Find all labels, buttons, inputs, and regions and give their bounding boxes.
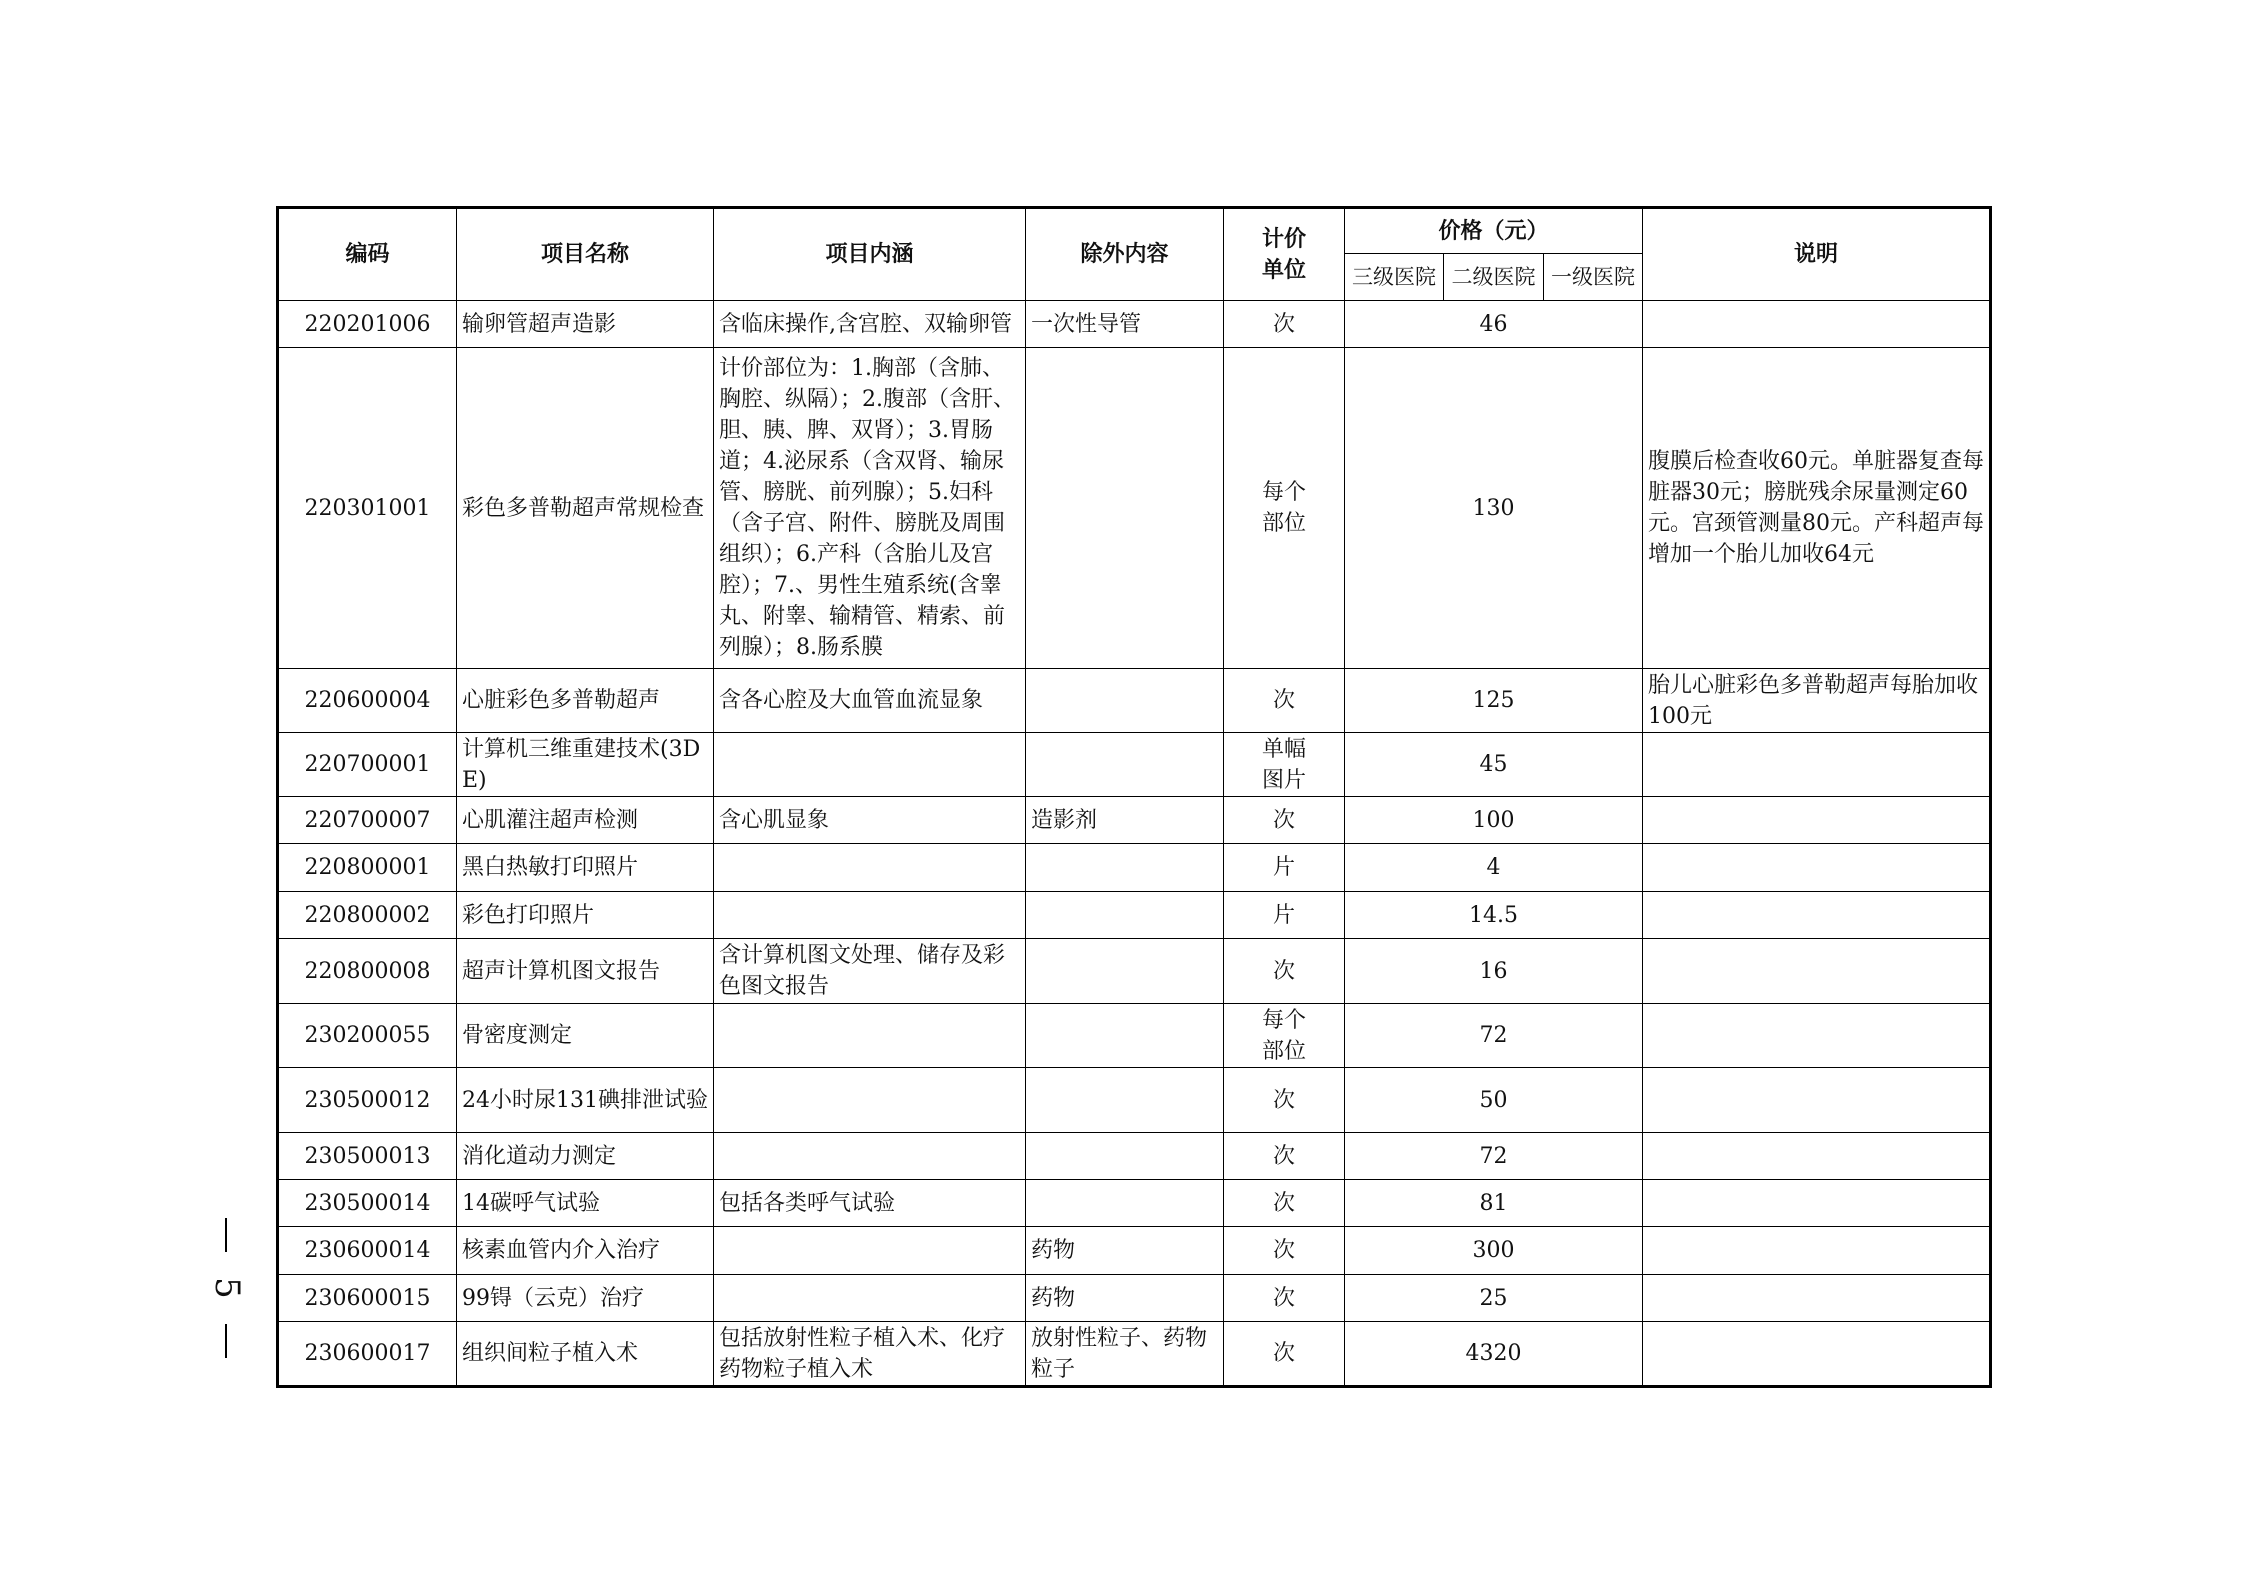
- cell-content: 含各心腔及大血管血流显象: [714, 669, 1026, 733]
- header-exclusion: 除外内容: [1026, 208, 1224, 301]
- cell-price: 81: [1345, 1180, 1643, 1227]
- cell-name: 心肌灌注超声检测: [457, 797, 714, 844]
- cell-unit: 次: [1224, 1275, 1345, 1322]
- cell-exclusion: 造影剂: [1026, 797, 1224, 844]
- cell-name: 骨密度测定: [457, 1004, 714, 1068]
- table-row: [278, 301, 1991, 348]
- cell-price: 125: [1345, 669, 1643, 733]
- cell-name: 消化道动力测定: [457, 1133, 714, 1180]
- table-row: [278, 939, 1991, 1004]
- cell-content: [714, 892, 1026, 939]
- cell-note: [1643, 1068, 1991, 1133]
- table-header: [278, 208, 1991, 301]
- cell-content: [714, 733, 1026, 797]
- cell-code: 230600014: [278, 1227, 457, 1275]
- cell-content: 含临床操作,含宫腔、双输卵管: [714, 301, 1026, 348]
- cell-code: 230500012: [278, 1068, 457, 1133]
- header-level2: 二级医院: [1444, 254, 1544, 301]
- cell-note: [1643, 1275, 1991, 1322]
- cell-name: 计算机三维重建技术(3DE): [457, 733, 714, 797]
- cell-price: 100: [1345, 797, 1643, 844]
- cell-code: 230600017: [278, 1322, 457, 1387]
- cell-note: [1643, 1133, 1991, 1180]
- cell-price: 4: [1345, 844, 1643, 892]
- cell-note: [1643, 733, 1991, 797]
- table-row: [278, 844, 1991, 892]
- table-row: [278, 1004, 1991, 1068]
- cell-unit: 每个部位: [1224, 1004, 1345, 1068]
- cell-note: [1643, 1227, 1991, 1275]
- cell-price: 4320: [1345, 1322, 1643, 1387]
- cell-exclusion: [1026, 844, 1224, 892]
- cell-content: 包括放射性粒子植入术、化疗药物粒子植入术: [714, 1322, 1026, 1387]
- cell-content: 计价部位为：1.胸部（含肺、胸腔、纵隔）；2.腹部（含肝、胆、胰、脾、双肾）；3.胃肠道；4.泌尿系（含双肾、输尿管、膀胱、前列腺）；5.妇科（含子宫、附件、膀胱及周围组织）；6.产科（含胎儿及宫腔）；7.、男性生殖系统(含睾丸、附睾、输精管、精索、前列腺）；8.肠系膜: [714, 348, 1026, 669]
- cell-exclusion: [1026, 892, 1224, 939]
- cell-content: [714, 1227, 1026, 1275]
- cell-note: 腹膜后检查收60元。单脏器复查每脏器30元；膀胱残余尿量测定60元。宫颈管测量80元。产科超声每增加一个胎儿加收64元: [1643, 348, 1991, 669]
- cell-note: [1643, 301, 1991, 348]
- cell-code: 220201006: [278, 301, 457, 348]
- cell-unit: 次: [1224, 1180, 1345, 1227]
- cell-note: [1643, 1004, 1991, 1068]
- cell-exclusion: [1026, 348, 1224, 669]
- cell-price: 16: [1345, 939, 1643, 1004]
- page-dash-bottom: [225, 1324, 227, 1358]
- cell-unit: 次: [1224, 1227, 1345, 1275]
- cell-code: 220800001: [278, 844, 457, 892]
- cell-price: 50: [1345, 1068, 1643, 1133]
- cell-exclusion: 药物: [1026, 1275, 1224, 1322]
- cell-price: 72: [1345, 1133, 1643, 1180]
- cell-exclusion: [1026, 939, 1224, 1004]
- cell-name: 超声计算机图文报告: [457, 939, 714, 1004]
- header-level1: 一级医院: [1544, 254, 1643, 301]
- table-row: [278, 1133, 1991, 1180]
- cell-exclusion: 放射性粒子、药物粒子: [1026, 1322, 1224, 1387]
- cell-content: [714, 1004, 1026, 1068]
- cell-exclusion: [1026, 733, 1224, 797]
- cell-code: 220600004: [278, 669, 457, 733]
- price-table: [276, 206, 1992, 1388]
- cell-price: 130: [1345, 348, 1643, 669]
- cell-name: 14碳呼气试验: [457, 1180, 714, 1227]
- cell-name: 99锝（云克）治疗: [457, 1275, 714, 1322]
- page-number-mark: [205, 1218, 249, 1358]
- cell-unit: 次: [1224, 939, 1345, 1004]
- cell-unit: 次: [1224, 301, 1345, 348]
- cell-name: 输卵管超声造影: [457, 301, 714, 348]
- table-row: [278, 1068, 1991, 1133]
- cell-exclusion: [1026, 669, 1224, 733]
- cell-unit: 单幅图片: [1224, 733, 1345, 797]
- page-dash-top: [225, 1218, 227, 1252]
- cell-code: 230200055: [278, 1004, 457, 1068]
- cell-content: [714, 1275, 1026, 1322]
- cell-code: 230500013: [278, 1133, 457, 1180]
- cell-name: 核素血管内介入治疗: [457, 1227, 714, 1275]
- cell-note: [1643, 844, 1991, 892]
- cell-exclusion: [1026, 1004, 1224, 1068]
- cell-price: 45: [1345, 733, 1643, 797]
- cell-code: 220800008: [278, 939, 457, 1004]
- cell-exclusion: 药物: [1026, 1227, 1224, 1275]
- table-row: [278, 733, 1991, 797]
- cell-note: [1643, 797, 1991, 844]
- cell-content: [714, 1133, 1026, 1180]
- cell-unit: 次: [1224, 1068, 1345, 1133]
- cell-exclusion: 一次性导管: [1026, 301, 1224, 348]
- table-row: [278, 348, 1991, 669]
- cell-content: 含计算机图文处理、储存及彩色图文报告: [714, 939, 1026, 1004]
- header-content: 项目内涵: [714, 208, 1026, 301]
- cell-note: [1643, 892, 1991, 939]
- cell-note: [1643, 1180, 1991, 1227]
- cell-content: 包括各类呼气试验: [714, 1180, 1026, 1227]
- cell-price: 72: [1345, 1004, 1643, 1068]
- cell-code: 230600015: [278, 1275, 457, 1322]
- cell-price: 46: [1345, 301, 1643, 348]
- cell-code: 230500014: [278, 1180, 457, 1227]
- cell-unit: 次: [1224, 797, 1345, 844]
- cell-code: 220301001: [278, 348, 457, 669]
- cell-name: 彩色打印照片: [457, 892, 714, 939]
- cell-unit: 次: [1224, 1133, 1345, 1180]
- cell-name: 组织间粒子植入术: [457, 1322, 714, 1387]
- cell-code: 220700007: [278, 797, 457, 844]
- cell-code: 220700001: [278, 733, 457, 797]
- header-name: 项目名称: [457, 208, 714, 301]
- header-unit: 计价单位: [1224, 208, 1345, 301]
- table-row: [278, 797, 1991, 844]
- cell-unit: 次: [1224, 669, 1345, 733]
- header-price: 价格（元）: [1345, 208, 1643, 254]
- table-row: [278, 669, 1991, 733]
- table-row: [278, 892, 1991, 939]
- header-note: 说明: [1643, 208, 1991, 301]
- cell-note: 胎儿心脏彩色多普勒超声每胎加收100元: [1643, 669, 1991, 733]
- cell-note: [1643, 939, 1991, 1004]
- cell-exclusion: [1026, 1068, 1224, 1133]
- cell-unit: 片: [1224, 844, 1345, 892]
- header-code: 编码: [278, 208, 457, 301]
- cell-price: 14.5: [1345, 892, 1643, 939]
- table-row: [278, 1227, 1991, 1275]
- cell-name: 黑白热敏打印照片: [457, 844, 714, 892]
- cell-exclusion: [1026, 1180, 1224, 1227]
- cell-price: 25: [1345, 1275, 1643, 1322]
- cell-code: 220800002: [278, 892, 457, 939]
- cell-note: [1643, 1322, 1991, 1387]
- header-level3: 三级医院: [1345, 254, 1444, 301]
- table-row: [278, 1180, 1991, 1227]
- cell-content: [714, 844, 1026, 892]
- table-row: [278, 1275, 1991, 1322]
- table-body: [278, 301, 1991, 1387]
- table-row: [278, 1322, 1991, 1387]
- cell-unit: 每个部位: [1224, 348, 1345, 669]
- cell-name: 彩色多普勒超声常规检查: [457, 348, 714, 669]
- cell-name: 心脏彩色多普勒超声: [457, 669, 714, 733]
- cell-price: 300: [1345, 1227, 1643, 1275]
- cell-name: 24小时尿131碘排泄试验: [457, 1068, 714, 1133]
- cell-unit: 次: [1224, 1322, 1345, 1387]
- page-number: 5: [207, 1277, 247, 1299]
- cell-exclusion: [1026, 1133, 1224, 1180]
- cell-content: [714, 1068, 1026, 1133]
- cell-unit: 片: [1224, 892, 1345, 939]
- cell-content: 含心肌显象: [714, 797, 1026, 844]
